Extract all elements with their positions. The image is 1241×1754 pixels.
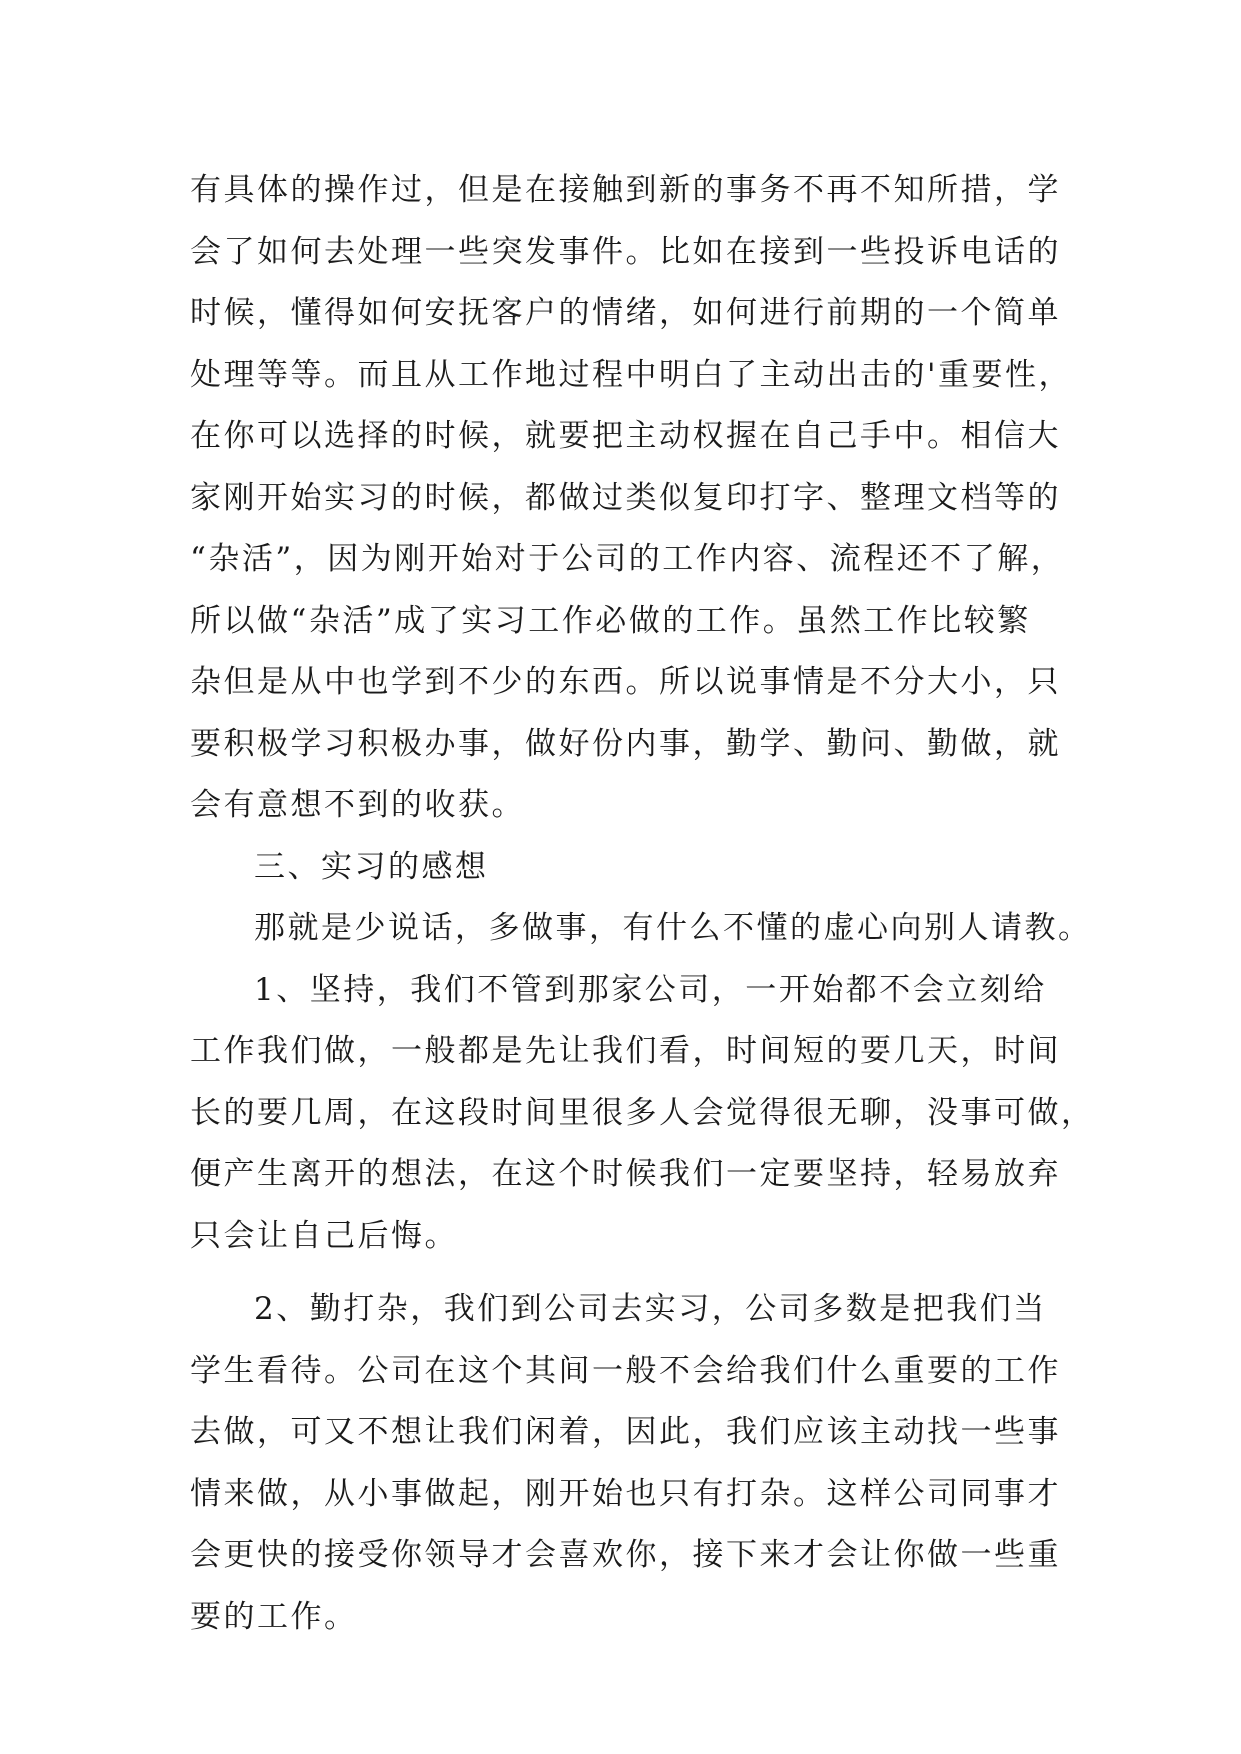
text-line: 2、勤打杂，我们到公司去实习，公司多数是把我们当 bbox=[254, 1291, 1047, 1327]
paragraph-point-2 bbox=[190, 1279, 1061, 1648]
section-heading: 三、实习的感想 bbox=[254, 848, 489, 885]
text-line: 有具体的操作过，但是在接触到新的事务不再不知所措，学 bbox=[190, 172, 1061, 208]
text-line: 1、坚持，我们不管到那家公司，一开始都不会立刻给 bbox=[254, 971, 1047, 1008]
text-line: “杂活”，因为刚开始对于公司的工作内容、流程还不了解， bbox=[190, 541, 1065, 577]
text-line: 长的要几周，在这段时间里很多人会觉得很无聊，没事可做， bbox=[190, 1094, 1095, 1131]
text-line: 处理等等。而且从工作地过程中明白了主动出击的'重要性， bbox=[190, 356, 1073, 393]
document-page bbox=[190, 160, 1095, 1648]
text-line: 工作我们做，一般都是先让我们看，时间短的要几天，时间 bbox=[190, 1033, 1061, 1069]
paragraph-point-1 bbox=[190, 960, 1095, 1268]
text-line: 杂但是从中也学到不少的东西。所以说事情是不分大小，只 bbox=[190, 664, 1061, 700]
section-intro: 那就是少说话，多做事，有什么不懂的虚心向别人请教。 bbox=[254, 910, 1092, 946]
text-line: 要的工作。 bbox=[190, 1598, 358, 1635]
text-line: 所以做“杂活”成了实习工作必做的工作。虽然工作比较繁 bbox=[190, 602, 1031, 639]
text-line: 在你可以选择的时候，就要把主动权握在自己手中。相信大 bbox=[190, 418, 1061, 454]
text-line: 情来做，从小事做起，刚开始也只有打杂。这样公司同事才 bbox=[190, 1475, 1061, 1512]
text-line: 只会让自己后悔。 bbox=[190, 1217, 458, 1254]
text-line: 时候，懂得如何安抚客户的情绪，如何进行前期的一个简单 bbox=[190, 295, 1061, 331]
text-line: 会有意想不到的收获。 bbox=[190, 787, 525, 823]
text-line: 学生看待。公司在这个其间一般不会给我们什么重要的工作 bbox=[190, 1352, 1061, 1389]
text-line: 会了如何去处理一些突发事件。比如在接到一些投诉电话的 bbox=[190, 233, 1061, 270]
text-line: 会更快的接受你领导才会喜欢你，接下来才会让你做一些重 bbox=[190, 1537, 1061, 1573]
text-line: 便产生离开的想法，在这个时候我们一定要坚持，轻易放弃 bbox=[190, 1156, 1061, 1192]
paragraph-continuation bbox=[190, 160, 1073, 837]
text-line: 家刚开始实习的时候，都做过类似复印打字、整理文档等的 bbox=[190, 479, 1061, 516]
paragraph-spacer bbox=[190, 1267, 1050, 1279]
text-line: 要积极学习积极办事，做好份内事，勤学、勤问、勤做，就 bbox=[190, 725, 1061, 762]
text-line: 去做，可又不想让我们闲着，因此，我们应该主动找一些事 bbox=[190, 1414, 1061, 1450]
